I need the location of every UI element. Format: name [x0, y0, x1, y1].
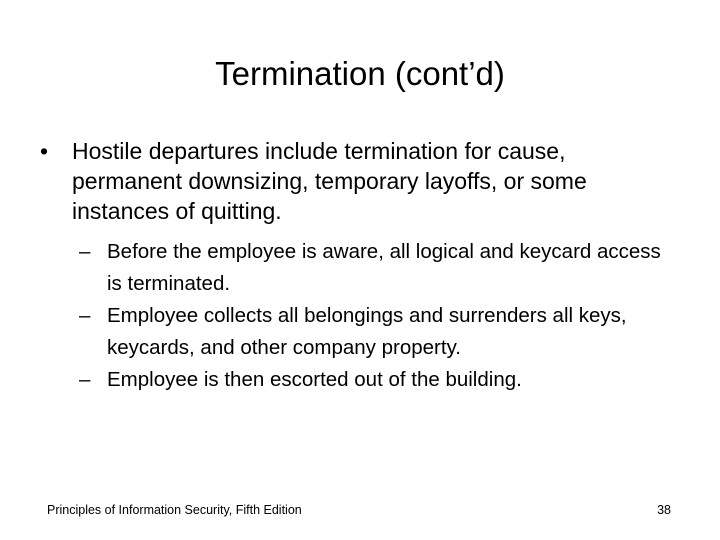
sub-bullet-item	[79, 300, 679, 364]
bullet-marker: •	[40, 138, 49, 164]
sub-bullet-item	[79, 364, 679, 396]
dash-marker: –	[79, 240, 91, 263]
slide-title: Termination (cont’d)	[215, 55, 505, 92]
sub-bullet-item	[79, 236, 679, 300]
main-bullet-text: Hostile departures include termination for cause, permanent downsizing, temporary layoffs, or some instances of quitting.	[72, 138, 587, 224]
sub-bullet-text: Employee collects all belongings and surrenders all keys, keycards, and other company property.	[107, 304, 627, 359]
footer-source: Principles of Information Security, Fifth Edition	[47, 503, 302, 517]
sub-bullet-text: Before the employee is aware, all logical and keycard access is terminated.	[107, 240, 661, 295]
dash-marker: –	[79, 304, 91, 327]
dash-marker: –	[79, 368, 91, 391]
sub-bullet-text: Employee is then escorted out of the building.	[107, 368, 522, 391]
sub-bullet-list	[79, 236, 679, 396]
page-number: 38	[657, 503, 671, 517]
main-bullet	[40, 136, 680, 226]
